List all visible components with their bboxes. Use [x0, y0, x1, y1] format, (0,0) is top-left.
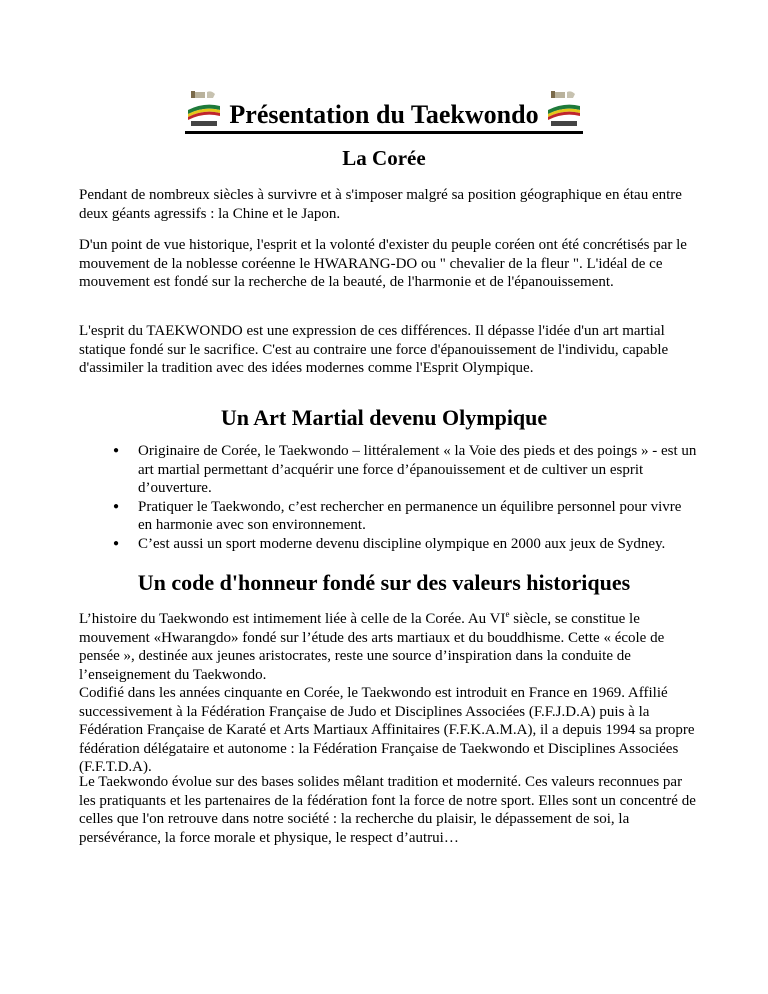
paragraph: Le Taekwondo évolue sur des bases solides mêlant tradition et modernité. Ces valeurs reconnues par les pratiquants et les partenaires de la fédération font la force de notre sport. Elles sont un concentré de celles que l'on retrouve dans notre société : la recherche du plaisir, le dépassement de soi, la persévérance, la force morale et physique, le respect d’autrui…	[79, 774, 696, 846]
list-item: ● C’est aussi un sport moderne devenu discipline olympique en 2000 aux jeux de Sydney.	[113, 535, 666, 552]
list-item: ● Pratiquer le Taekwondo, c’est rechercher en permanence un équilibre personnel pour vivre en harmonie avec son environnement.	[113, 498, 682, 533]
section-heading-olympic: Un Art Martial devenu Olympique	[220, 405, 548, 430]
taekwondo-logo-icon	[185, 88, 223, 130]
paragraph: L’histoire du Taekwondo est intimement liée à celle de la Corée. Au VIe siècle, se constitue le mouvement «Hwarangdo» fondé sur l’étude des arts martiaux et du bouddhisme. Cette « école de pensée », destinée aux jeunes aristocrates, reste une source d’inspiration dans la conduite de l’enseignement du Taekwondo. Codifié dans les années cinquante en Corée, le Taekwondo est introduit en France en 1969. Affilié successivement à la Fédération Française de Judo et Disciplines Associées (F.F.J.D.A) puis à la Fédération Française de Karaté et Arts Martiaux Affinitaires (F.F.K.A.M.A), il a depuis 1994 sa propre fédération délégataire et autonome : la Fédération Française de Taekwondo et Disciplines Associées (F.F.T.D.A).	[79, 609, 695, 775]
paragraph: L'esprit du TAEKWONDO est une expression de ces différences. Il dépasse l'idée d'un art martial statique fondé sur le sacrifice. C'est au contraire une force d'épanouissement de l'individu, capable d'assimiler la tradition avec des idées modernes comme l'Esprit Olympique.	[79, 323, 669, 376]
title-row	[0, 82, 768, 134]
bullet-list	[79, 442, 699, 553]
section-heading-korea: La Corée	[342, 146, 426, 170]
bullet-icon: ●	[113, 537, 120, 549]
bullet-icon: ●	[113, 500, 120, 512]
paragraph: D'un point de vue historique, l'esprit et la volonté d'exister du peuple coréen ont été concrétisés par le mouvement de la noblesse coréenne le HWARANG-DO ou " chevalier de la fleur ". L'idéal de ce mouvement est fondé sur la recherche de la beauté, de l'harmonie et de l'épanouissement.	[79, 237, 687, 290]
taekwondo-logo-icon	[545, 88, 583, 130]
section-heading-honor: Un code d'honneur fondé sur des valeurs historiques	[137, 570, 631, 595]
list-item: ● Originaire de Corée, le Taekwondo – littéralement « la Voie des pieds et des poings » - est un art martial permettant d’acquérir une force d’épanouissement et de cultiver un esprit d’ouverture.	[113, 443, 697, 496]
paragraph: Pendant de nombreux siècles à survivre et à s'imposer malgré sa position géographique en étau entre deux géants agressifs : la Chine et le Japon.	[79, 187, 682, 222]
bullet-icon: ●	[113, 445, 120, 456]
page-title: Présentation du Taekwondo	[229, 100, 539, 129]
title-block	[185, 88, 582, 134]
